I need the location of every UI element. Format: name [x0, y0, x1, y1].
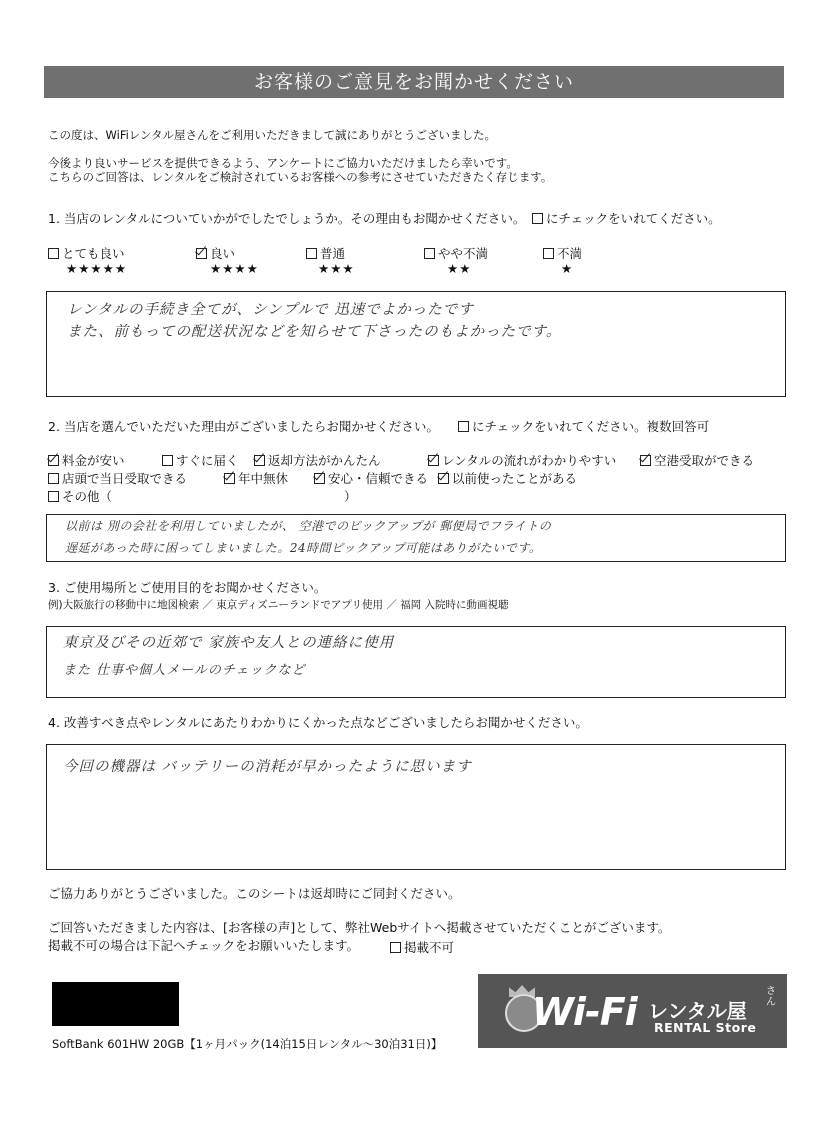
- q3-answer-line-1: 東京及びその近郊で 家族や友人との連絡に使用: [63, 635, 395, 651]
- checkbox-checked[interactable]: [224, 473, 235, 484]
- intro-line-3: こちらのご回答は、レンタルをご検討されているお客様への参考にさせていただきたく存じます。: [48, 170, 553, 184]
- q2-option-open-all-year[interactable]: 年中無休: [224, 469, 288, 487]
- q2-option-reliable[interactable]: 安心・信頼できる: [314, 469, 428, 487]
- intro-line-2: 今後より良いサービスを提供できるよう、アンケートにご協力いただけましたら幸いです。: [48, 156, 518, 170]
- q2-answer-line-1: 以前は 別の会社を利用していましたが、 空港でのピックアップが 郵便局でフライトの: [65, 519, 552, 533]
- checkbox-checked[interactable]: [254, 455, 265, 466]
- q2-instruction: にチェックをいれてください。複数回答可: [458, 417, 709, 435]
- logo-sub-text: RENTAL Store: [654, 1020, 757, 1035]
- q1-option-somewhat-dissatisfied[interactable]: やや不満: [424, 244, 488, 262]
- page-title: お客様のご意見をお聞かせください: [44, 66, 784, 98]
- checkbox-icon: [532, 213, 543, 224]
- q2-question: 2. 当店を選んでいただいた理由がございましたらお聞かせください。: [48, 419, 439, 434]
- checkbox[interactable]: [424, 248, 435, 259]
- checkbox-checked[interactable]: [48, 455, 59, 466]
- publish-notice-line-1: ご回答いただきました内容は、[お客様の声]として、弊社Webサイトへ掲載させていただくことがございます。: [48, 920, 671, 935]
- checkbox[interactable]: [306, 248, 317, 259]
- q4-question: 4. 改善すべき点やレンタルにあたりわかりにくかった点などございましたらお聞かせください。: [48, 715, 588, 730]
- checkbox-checked[interactable]: [314, 473, 325, 484]
- logo-name-text: レンタル屋: [648, 999, 747, 1023]
- publish-opt-out[interactable]: 掲載不可: [390, 938, 454, 956]
- checkbox-checked[interactable]: [640, 455, 651, 466]
- checkbox-checked[interactable]: [438, 473, 449, 484]
- q1-instruction: にチェックをいれてください。: [532, 209, 721, 227]
- q3-question: 3. ご使用場所とご使用目的をお聞かせください。: [48, 580, 327, 595]
- q2-answer-line-2: 遅延があった時に困ってしまいました。24時間ピックアップ可能はありがたいです。: [65, 541, 542, 555]
- q2-answer-box[interactable]: [46, 514, 786, 562]
- checkbox-checked[interactable]: [196, 248, 207, 259]
- logo-wifi-text: Wi-Fi: [532, 990, 637, 1034]
- q2-option-cheap[interactable]: 料金が安い: [48, 451, 125, 469]
- q2-option-store-pickup[interactable]: 店頭で当日受取できる: [48, 469, 187, 487]
- q2-option-easy-return[interactable]: 返却方法がかんたん: [254, 451, 381, 469]
- q1-stars-4: ★★★★: [210, 261, 259, 276]
- q3-answer-line-2: また 仕事や個人メールのチェックなど: [63, 663, 306, 678]
- q1-option-very-good[interactable]: とても良い: [48, 244, 125, 262]
- q1-stars-3: ★★★: [318, 261, 355, 276]
- q4-answer-line-1: 今回の機器は バッテリーの消耗が早かったように思います: [63, 759, 472, 775]
- q2-option-used-before[interactable]: 以前使ったことがある: [438, 469, 577, 487]
- checkbox[interactable]: [48, 491, 59, 502]
- checkbox-icon: [458, 421, 469, 432]
- q1-option-good[interactable]: 良い: [196, 244, 235, 262]
- q1-stars-2: ★★: [447, 261, 472, 276]
- q2-other-close: ）: [344, 489, 357, 504]
- intro-line-1: この度は、WiFiレンタル屋さんをご利用いただきまして誠にありがとうございました。: [48, 128, 497, 142]
- q1-option-normal[interactable]: 普通: [306, 244, 345, 262]
- q3-answer-box[interactable]: [46, 626, 786, 698]
- checkbox-checked[interactable]: [428, 455, 439, 466]
- q2-option-fast-delivery[interactable]: すぐに届く: [162, 451, 239, 469]
- q3-example: 例)大阪旅行の移動中に地図検索 ／ 東京ディズニーランドでアプリ使用 ／ 福岡 入院時に動画視聴: [48, 599, 509, 611]
- checkbox[interactable]: [48, 473, 59, 484]
- q1-option-dissatisfied[interactable]: 不満: [543, 244, 582, 262]
- checkbox[interactable]: [48, 248, 59, 259]
- checkbox[interactable]: [162, 455, 173, 466]
- q1-answer-line-2: また、前もっての配送状況などを知らせて下さったのもよかったです。: [67, 324, 562, 340]
- publish-notice-line-2: 掲載不可の場合は下記へチェックをお願いいたします。: [48, 938, 360, 953]
- q2-option-other[interactable]: その他（: [48, 487, 112, 505]
- thanks-text: ご協力ありがとうございました。このシートは返却時にご同封ください。: [48, 886, 461, 901]
- q2-option-airport-pickup[interactable]: 空港受取ができる: [640, 451, 754, 469]
- redacted-block: [52, 982, 179, 1026]
- q4-answer-box[interactable]: [46, 744, 786, 870]
- q1-question: 1. 当店のレンタルについていかがでしたでしょうか。その理由もお聞かせください。: [48, 211, 526, 226]
- checkbox[interactable]: [390, 942, 401, 953]
- logo-san-text: さん: [766, 986, 776, 1008]
- model-info: SoftBank 601HW 20GB【1ヶ月パック(14泊15日レンタル～30泊31日)】: [52, 1037, 443, 1051]
- checkbox[interactable]: [543, 248, 554, 259]
- q1-stars-1: ★: [561, 261, 574, 276]
- q1-answer-box[interactable]: [46, 291, 786, 397]
- q1-stars-5: ★★★★★: [66, 261, 128, 276]
- q2-option-easy-flow[interactable]: レンタルの流れがわかりやすい: [428, 451, 616, 469]
- q1-answer-line-1: レンタルの手続き全てが、シンプルで 迅速でよかったです: [67, 302, 474, 318]
